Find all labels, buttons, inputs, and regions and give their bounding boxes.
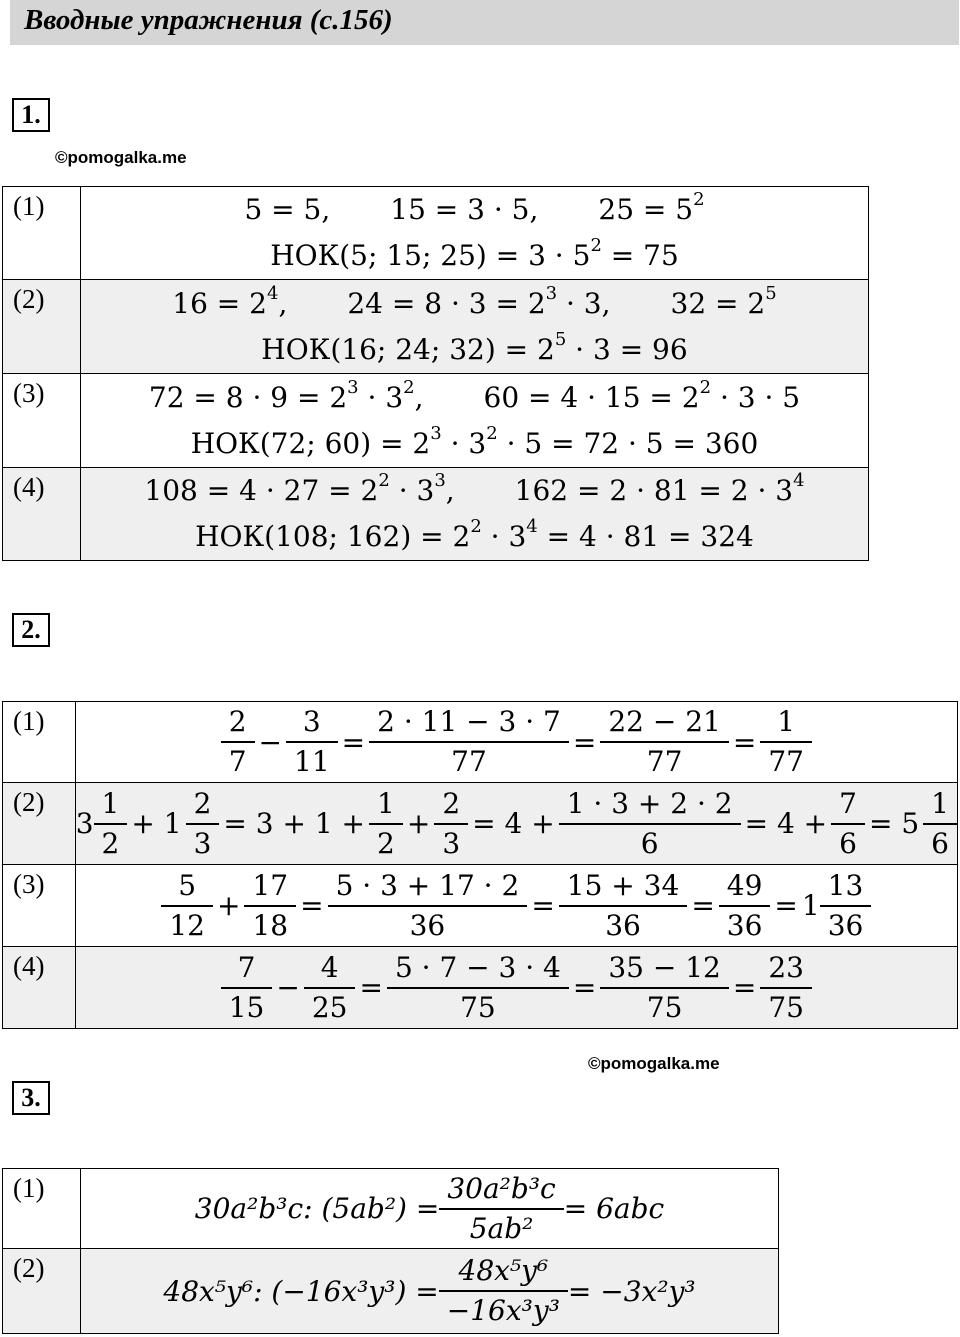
table-row (3, 1249, 779, 1334)
row-label: (4) (3, 947, 76, 1029)
row-label: (1) (3, 702, 76, 783)
fraction: $\frac{2}{7}$ (225, 705, 251, 779)
row-content (81, 374, 869, 468)
factorization-line: $72 = 8 \cdot 9 = 2^3 \cdot 3^2$, $60 = 4 \cdot 15 = 2^2 \cdot 3 \cdot 5$ (148, 376, 801, 414)
table-row (3, 702, 958, 783)
fraction: $\frac{13}{36}$ (824, 869, 868, 943)
factorization-line: $108 = 4 \cdot 27 = 2^2 \cdot 3^3$, $162 = 2 \cdot 81 = 2 \cdot 3^4$ (144, 470, 805, 507)
fraction: $\frac{2}{3}$ (190, 787, 216, 861)
fraction: $\frac{23}{75}$ (764, 951, 808, 1025)
table-row (3, 865, 958, 947)
fraction: $\frac{22 - 21}{77}$ (604, 705, 725, 779)
task-number-2: 2. (12, 613, 50, 647)
fraction: $\frac{15 + 34}{36}$ (563, 869, 684, 943)
table-row (3, 783, 958, 865)
factorization-line: $16 = 2^4$, $24 = 8 \cdot 3 = 2^3 \cdot 3$, $32 = 2^5$ (172, 282, 777, 320)
fraction: $\frac{4}{25}$ (308, 951, 352, 1025)
fraction: $\frac{5 \cdot 7 - 3 \cdot 4}{75}$ (391, 951, 565, 1025)
task-number-1: 1. (12, 98, 50, 132)
row-content (81, 1169, 779, 1249)
fraction: $\frac{2 \cdot 11 - 3 \cdot 7}{77}$ (373, 705, 565, 779)
row-content (75, 702, 957, 783)
table-row (3, 187, 869, 280)
fraction: $\frac{\text{48x⁵y⁶}}{\text{−16x³y³}}$ (443, 1254, 564, 1328)
fraction: $\frac{5 \cdot 3 + 17 \cdot 2}{36}$ (332, 869, 524, 943)
algebraic-expression: 48x⁵y⁶: (−16x³y³) = $\frac{\text{48x⁵y⁶}}{\text{−16x³y³}}$ = −3x²y³ (163, 1254, 696, 1327)
table-row (3, 374, 869, 468)
row-content (81, 187, 869, 280)
fraction-expression: 3 $\frac{1}{2}$ + 1 $\frac{2}{3}$ = 3 + 1 + $\frac{1}{2}$ + $\frac{2}{3}$ = 4 + $\frac{1 \cdot 3 + 2 \cdot 2}{6}$ = 4 + $\frac{7}{6}$ = 5 $\frac{1}{6}$ (76, 787, 957, 861)
row-content (75, 865, 957, 947)
fraction: $\frac{\text{30a²b³c}}{\text{5ab²}}$ (443, 1172, 559, 1246)
factorization-line: 5 = 5, 15 = 3 · 5, $25 = 5^2$ (244, 189, 705, 226)
fraction: $\frac{1}{2}$ (98, 787, 124, 861)
row-label: (2) (3, 280, 81, 374)
watermark: ©pomogalka.me (588, 1054, 720, 1073)
fraction: $\frac{35 - 12}{75}$ (604, 951, 725, 1025)
row-label: (1) (3, 187, 81, 280)
fraction-expression: $\frac{7}{15}$ − $\frac{4}{25}$ = $\frac{5 \cdot 7 - 3 \cdot 4}{75}$ = $\frac{35 - 12}{75}$ = $\frac{23}{75}$ (221, 951, 812, 1025)
fraction: $\frac{7}{15}$ (225, 951, 269, 1025)
algebraic-expression: 30a²b³c: (5ab²) = $\frac{\text{30a²b³c}}{\text{5ab²}}$ = 6abc (194, 1171, 665, 1245)
lcm-line: НОК(5; 15; $25) = 3 \cdot 5^2 = 75$ (270, 235, 679, 272)
fraction: $\frac{49}{36}$ (723, 869, 767, 943)
task-3-table (2, 1168, 779, 1334)
fraction: $\frac{1}{6}$ (927, 787, 953, 861)
row-content (81, 1249, 779, 1334)
lcm-line: НОК(16; 24; $32) = 2^5 \cdot 3 = 96$ (261, 328, 688, 366)
table-row (3, 468, 869, 561)
fraction: $\frac{7}{6}$ (835, 787, 861, 861)
row-content (81, 468, 869, 561)
row-content (75, 783, 957, 865)
watermark: ©pomogalka.me (55, 148, 187, 167)
row-content (81, 280, 869, 374)
row-label: (1) (3, 1169, 81, 1249)
row-label: (3) (3, 374, 81, 468)
table-row (3, 947, 958, 1029)
table-row (3, 1169, 779, 1249)
page-title: Вводные упражнения (с.156) (24, 4, 393, 36)
row-label: (3) (3, 865, 76, 947)
row-label: (2) (3, 1249, 81, 1334)
fraction: $\frac{5}{12}$ (165, 869, 209, 943)
header-bar (10, 0, 959, 45)
fraction-expression: $\frac{2}{7}$ − $\frac{3}{11}$ = $\frac{2 \cdot 11 - 3 \cdot 7}{77}$ = $\frac{22 - 21}{77}$ = $\frac{1}{77}$ (221, 705, 812, 779)
lcm-line: НОК(72; $60) = 2^3 \cdot 3^2 \cdot 5 = 72 \cdot 5 = 360$ (190, 422, 759, 460)
fraction: $\frac{1}{2}$ (373, 787, 399, 861)
fraction-expression: $\frac{5}{12}$ + $\frac{17}{18}$ = $\frac{5 \cdot 3 + 17 \cdot 2}{36}$ = $\frac{15 + 34}{36}$ = $\frac{49}{36}$ = 1 $\frac{13}{36}$ (161, 869, 871, 943)
fraction: $\frac{3}{11}$ (290, 705, 334, 779)
fraction: $\frac{1}{77}$ (764, 705, 808, 779)
fraction: $\frac{2}{3}$ (438, 787, 464, 861)
task-1-table (2, 186, 869, 561)
fraction: $\frac{1 \cdot 3 + 2 \cdot 2}{6}$ (563, 787, 737, 861)
task-number-3: 3. (12, 1081, 50, 1115)
row-content (75, 947, 957, 1029)
row-label: (4) (3, 468, 81, 561)
table-row (3, 280, 869, 374)
task-2-table (2, 701, 958, 1029)
fraction: $\frac{17}{18}$ (248, 869, 292, 943)
row-label: (2) (3, 783, 76, 865)
lcm-line: НОК(108; $162) = 2^2 \cdot 3^4 = 4 \cdot 81 = 324$ (195, 516, 754, 553)
